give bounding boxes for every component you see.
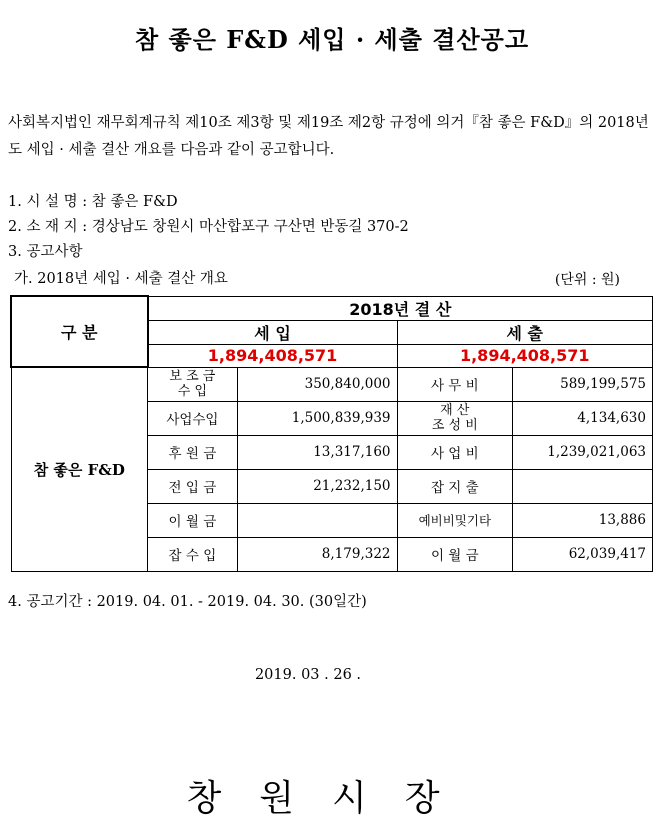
unit-label: (단위 : 원) [554, 272, 620, 288]
revenue-value: 8,179,322 [237, 537, 397, 571]
revenue-header: 세 입 [148, 320, 397, 344]
org-name-cell: 참 좋은 F&D [11, 367, 148, 571]
expense-label: 이 월 금 [397, 537, 513, 571]
expense-label: 사 무 비 [397, 367, 513, 401]
expense-value [513, 469, 653, 503]
revenue-value: 21,232,150 [237, 469, 397, 503]
expense-label: 재 산 조 성 비 [397, 401, 513, 435]
revenue-label: 후 원 금 [148, 435, 238, 469]
revenue-label: 잡 수 입 [148, 537, 238, 571]
expense-value: 1,239,021,063 [513, 435, 653, 469]
expense-value: 4,134,630 [513, 401, 653, 435]
expense-value: 13,886 [513, 503, 653, 537]
revenue-value [237, 503, 397, 537]
category-header: 구 분 [11, 296, 148, 367]
revenue-label: 보 조 금 수 입 [148, 367, 238, 401]
facility-name-line: 1. 시 설 명 : 참 좋은 F&D [8, 194, 178, 210]
revenue-value: 350,840,000 [237, 367, 397, 401]
revenue-value: 1,500,839,939 [237, 401, 397, 435]
expense-label: 잡 지 출 [397, 469, 513, 503]
expense-label: 사 업 비 [397, 435, 513, 469]
revenue-total: 1,894,408,571 [148, 344, 397, 367]
revenue-label: 전 입 금 [148, 469, 238, 503]
settlement-table [10, 295, 653, 572]
revenue-value: 13,317,160 [237, 435, 397, 469]
notice-period-line: 4. 공고기간 : 2019. 04. 01. - 2019. 04. 30. (30일간) [8, 594, 367, 610]
document-title: 참 좋은 F&D 세입 · 세출 결산공고 [134, 25, 530, 54]
notice-heading: 3. 공고사항 [8, 244, 83, 260]
expense-header: 세 출 [397, 320, 652, 344]
revenue-label: 사업수입 [148, 401, 238, 435]
year-header: 2018년 결 산 [148, 296, 653, 320]
signer-name: 창원시장 [186, 778, 478, 819]
intro-paragraph: 사회복지법인 재무회계규칙 제10조 제3항 및 제19조 제2항 규정에 의거『참 좋은 F&D』의 2018년도 세입 · 세출 결산 개요를 다음과 같이 공고합니다. [8, 115, 649, 158]
table-row [11, 367, 653, 401]
expense-label: 예비비및기타 [397, 503, 513, 537]
address-line: 2. 소 재 지 : 경상남도 창원시 마산합포구 구산면 반동길 370-2 [8, 219, 409, 235]
expense-value: 62,039,417 [513, 537, 653, 571]
document-date: 2019. 03 . 26 . [254, 667, 362, 683]
revenue-label: 이 월 금 [148, 503, 238, 537]
expense-total: 1,894,408,571 [397, 344, 652, 367]
subsection-heading: 가. 2018년 세입 · 세출 결산 개요 [14, 271, 228, 287]
expense-value: 589,199,575 [513, 367, 653, 401]
